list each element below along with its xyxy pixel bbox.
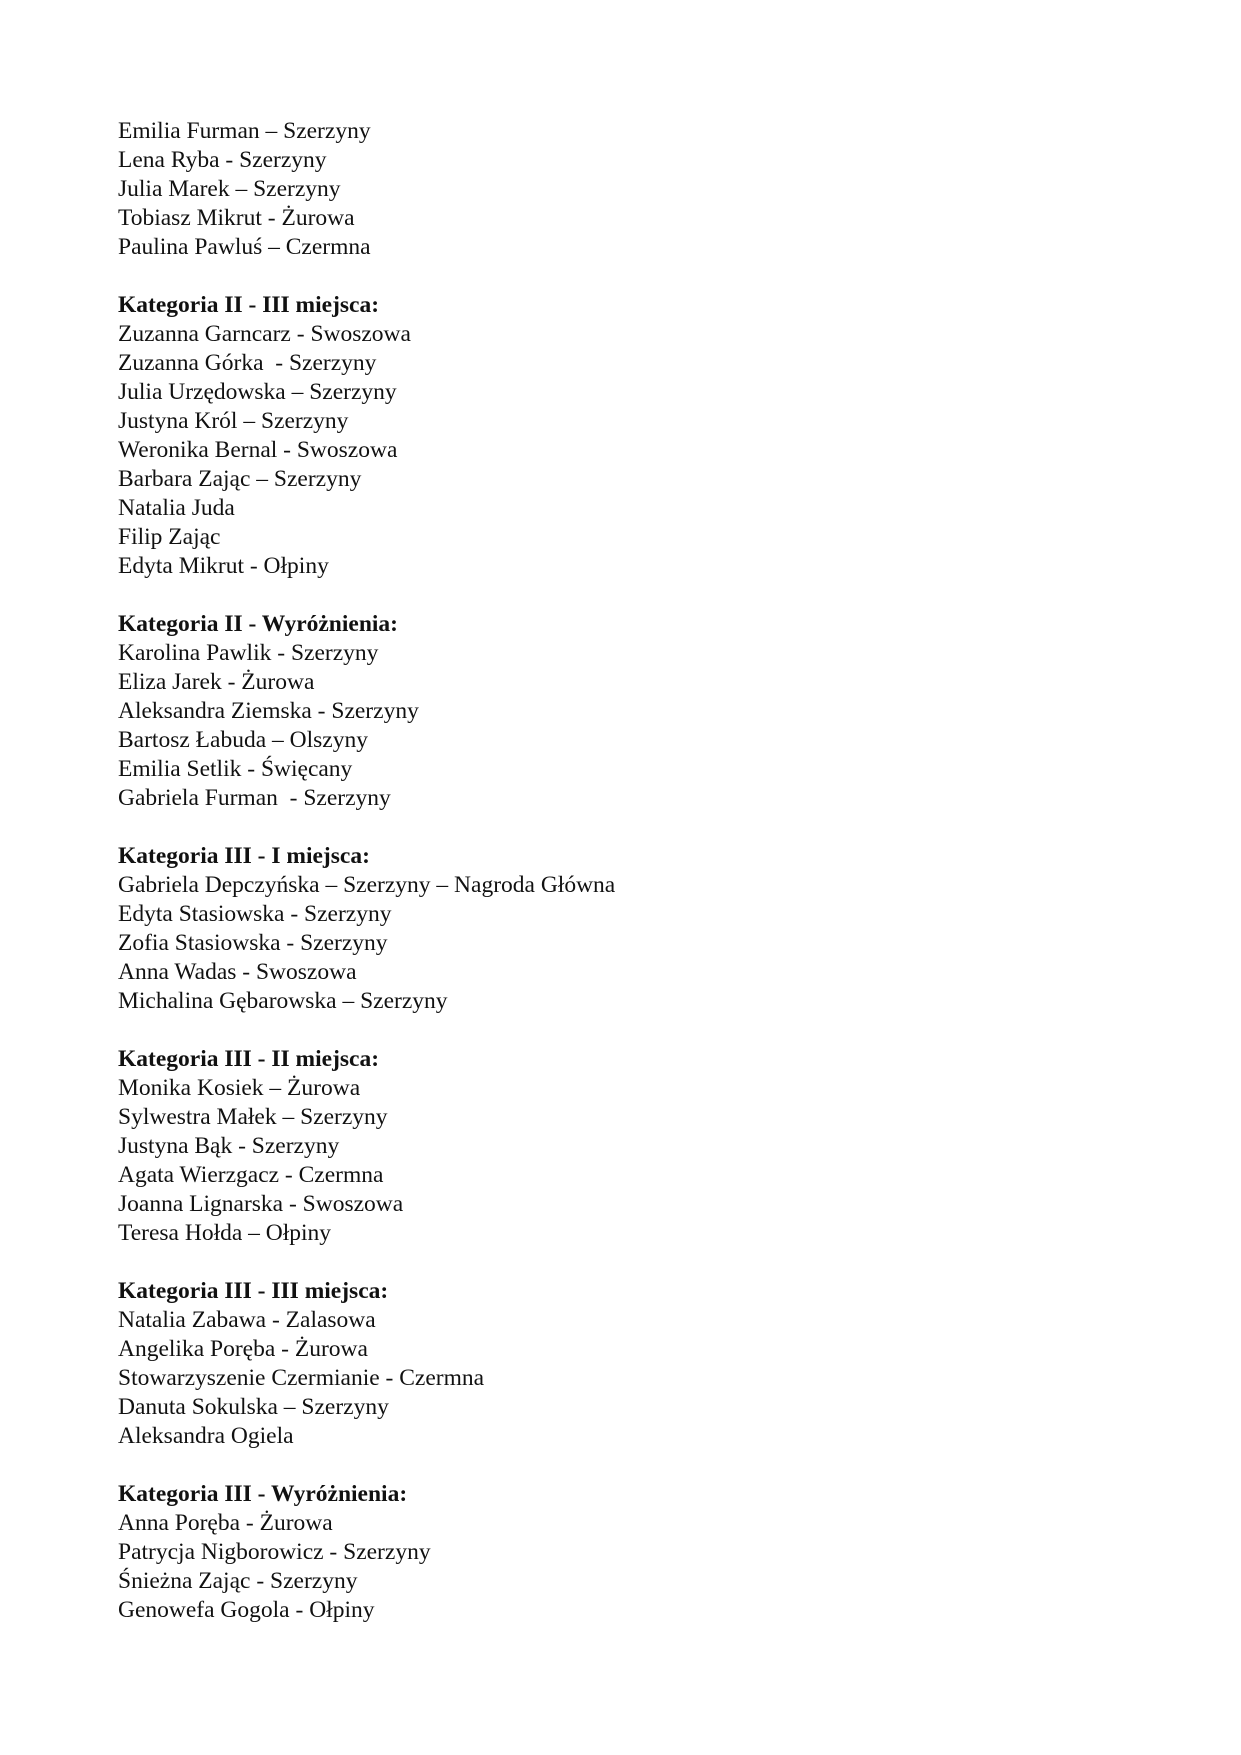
section-kategoria-iii-iii-miejsca [118, 1277, 1118, 1451]
list-item: Danuta Sokulska – Szerzyny [118, 1394, 389, 1420]
list-item: Paulina Pawluś – Czermna [118, 234, 371, 260]
section-kategoria-iii-ii-miejsca [118, 1045, 1118, 1248]
list-item: Zuzanna Górka - Szerzyny [118, 350, 377, 376]
list-item: Genowefa Gogola - Ołpiny [118, 1597, 375, 1623]
list-item: Karolina Pawlik - Szerzyny [118, 640, 379, 666]
list-item: Barbara Zając – Szerzyny [118, 466, 362, 492]
list-item: Aleksandra Ziemska - Szerzyny [118, 698, 419, 724]
section-kategoria-ii-iii-miejsca [118, 291, 1118, 581]
list-item: Teresa Hołda – Ołpiny [118, 1220, 332, 1246]
list-item: Monika Kosiek – Żurowa [118, 1075, 361, 1101]
section-kategoria-iii-i-miejsca [118, 842, 1118, 1016]
list-item: Agata Wierzgacz - Czermna [118, 1162, 384, 1188]
list-item: Śnieżna Zając - Szerzyny [118, 1568, 358, 1594]
list-item: Edyta Stasiowska - Szerzyny [118, 901, 392, 927]
list-item: Aleksandra Ogiela [118, 1423, 294, 1449]
document-body [118, 117, 1118, 1625]
list-item: Patrycja Nigborowicz - Szerzyny [118, 1539, 431, 1565]
list-item: Gabriela Depczyńska – Szerzyny – Nagroda Główna [118, 872, 616, 898]
list-item: Justyna Król – Szerzyny [118, 408, 349, 434]
list-item: Natalia Juda [118, 495, 235, 521]
list-item: Eliza Jarek - Żurowa [118, 669, 315, 695]
list-item: Zuzanna Garncarz - Swoszowa [118, 321, 411, 347]
section-kategoria-ii-wyroznienia [118, 610, 1118, 813]
list-item: Filip Zając [118, 524, 221, 550]
list-item: Zofia Stasiowska - Szerzyny [118, 930, 388, 956]
list-item: Angelika Poręba - Żurowa [118, 1336, 368, 1362]
list-item: Emilia Furman – Szerzyny [118, 118, 371, 144]
section-heading: Kategoria III - I miejsca: [118, 843, 370, 869]
intro-entry-list [118, 117, 1118, 262]
list-item: Anna Wadas - Swoszowa [118, 959, 357, 985]
section-heading: Kategoria III - III miejsca: [118, 1278, 389, 1304]
list-item: Julia Marek – Szerzyny [118, 176, 341, 202]
list-item: Weronika Bernal - Swoszowa [118, 437, 398, 463]
section-heading: Kategoria III - II miejsca: [118, 1046, 380, 1072]
list-item: Julia Urzędowska – Szerzyny [118, 379, 397, 405]
list-item: Michalina Gębarowska – Szerzyny [118, 988, 448, 1014]
list-item: Edyta Mikrut - Ołpiny [118, 553, 329, 579]
section-heading: Kategoria II - Wyróżnienia: [118, 611, 399, 637]
list-item: Joanna Lignarska - Swoszowa [118, 1191, 404, 1217]
section-heading: Kategoria III - Wyróżnienia: [118, 1481, 408, 1507]
list-item: Stowarzyszenie Czermianie - Czermna [118, 1365, 485, 1391]
list-item: Sylwestra Małek – Szerzyny [118, 1104, 388, 1130]
list-item: Emilia Setlik - Święcany [118, 756, 353, 782]
list-item: Lena Ryba - Szerzyny [118, 147, 327, 173]
list-item: Tobiasz Mikrut - Żurowa [118, 205, 355, 231]
section-heading: Kategoria II - III miejsca: [118, 292, 380, 318]
list-item: Gabriela Furman - Szerzyny [118, 785, 391, 811]
list-item: Natalia Zabawa - Zalasowa [118, 1307, 376, 1333]
list-item: Justyna Bąk - Szerzyny [118, 1133, 340, 1159]
list-item: Bartosz Łabuda – Olszyny [118, 727, 368, 753]
section-kategoria-iii-wyroznienia [118, 1480, 1118, 1625]
list-item: Anna Poręba - Żurowa [118, 1510, 333, 1536]
